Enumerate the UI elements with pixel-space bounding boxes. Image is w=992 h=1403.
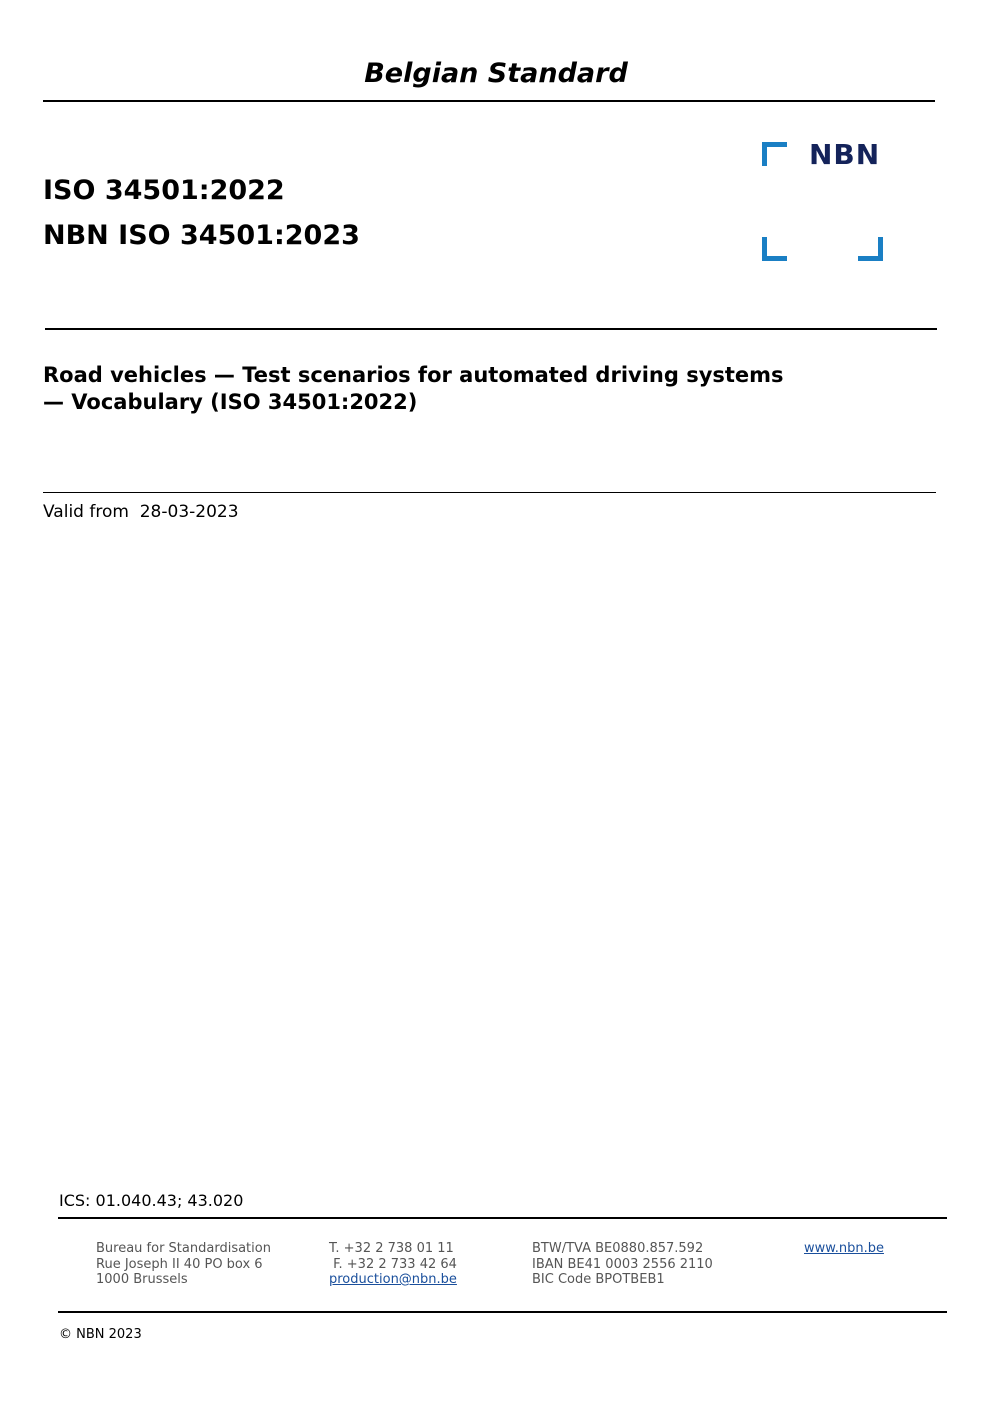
address-line-1: Bureau for Standardisation (96, 1241, 271, 1256)
nbn-standard-number: NBN ISO 34501:2023 (43, 220, 360, 251)
identifier-divider (45, 328, 937, 330)
email-link[interactable]: production@nbn.be (329, 1272, 457, 1287)
nbn-logo (762, 140, 886, 264)
address-line-3: 1000 Brussels (96, 1272, 188, 1287)
valid-from-date: Valid from 28-03-2023 (43, 502, 239, 522)
vat-number: BTW/TVA BE0880.857.592 (532, 1241, 704, 1256)
document-type-heading: Belgian Standard (364, 58, 628, 89)
logo-text: NBN (809, 138, 881, 171)
document-title-line-2: — Vocabulary (ISO 34501:2022) (43, 390, 418, 414)
bic-code: BIC Code BPOTBEB1 (532, 1272, 665, 1287)
footer-top-divider (58, 1217, 947, 1219)
iban-number: IBAN BE41 0003 2556 2110 (532, 1256, 713, 1272)
document-title (43, 362, 943, 416)
address-line-2: Rue Joseph II 40 PO box 6 (96, 1256, 263, 1272)
copyright-notice: © NBN 2023 (59, 1327, 142, 1342)
footer-website (804, 1241, 884, 1257)
document-title-line-1: Road vehicles — Test scenarios for automated driving systems (43, 363, 784, 387)
website-link[interactable]: www.nbn.be (804, 1241, 884, 1256)
footer-contact (329, 1241, 457, 1288)
title-divider (43, 492, 936, 493)
footer-bottom-divider (58, 1311, 947, 1313)
fax-number: F. +32 2 733 42 64 (329, 1256, 457, 1272)
ics-codes: ICS: 01.040.43; 43.020 (59, 1191, 244, 1210)
header-divider (43, 100, 935, 102)
iso-standard-number: ISO 34501:2022 (43, 175, 285, 206)
footer-address (96, 1241, 271, 1288)
phone-number: T. +32 2 738 01 11 (329, 1241, 454, 1256)
footer-banking (532, 1241, 713, 1288)
